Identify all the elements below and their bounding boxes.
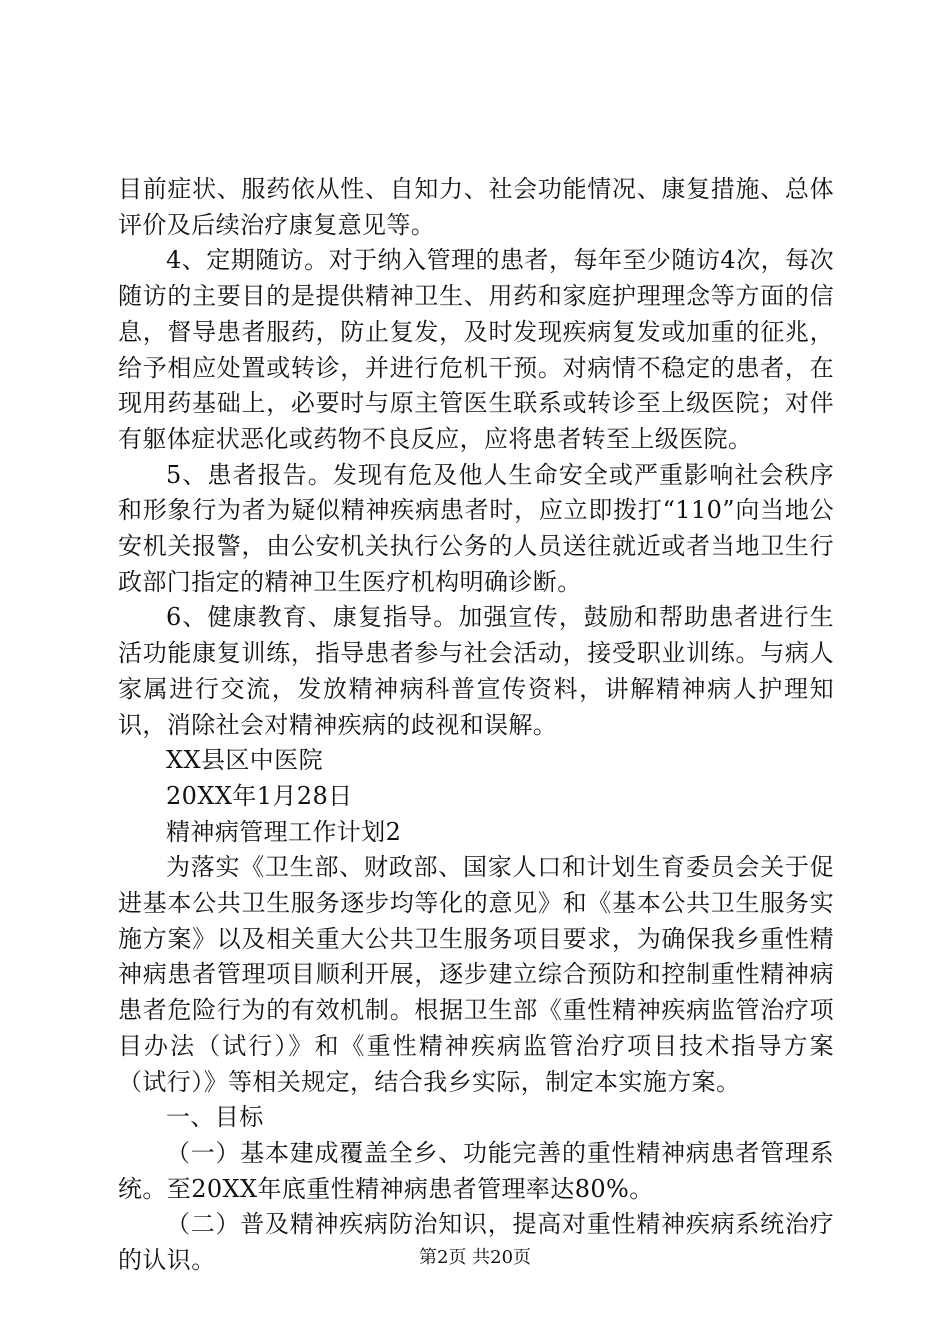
paragraph-introduction: 为落实《卫生部、财政部、国家人口和计划生育委员会关于促进基本公共卫生服务逐步均等化的意见》和《基本公共卫生服务实施方案》以及相关重大公共卫生服务项目要求，为确保我乡重性精神病患者管理项目顺利开展，逐步建立综合预防和控制重性精神病患者危险行为的有效机制。根据卫生部《重性精神疾病监管治疗项目办法（试行）》和《重性精神疾病监管治疗项目技术指导方案（试行）》等相关规定，结合我乡实际，制定本实施方案。	[118, 853, 834, 1096]
paragraph-patient-report: 5、患者报告。发现有危及他人生命安全或严重影响社会秩序和形象行为者为疑似精神疾病患者时，应立即拨打“110”向当地公安机关报警，由公安机关执行公务的人员送往就近或者当地卫生行政部门指定的精神卫生医疗机构明确诊断。	[118, 460, 834, 596]
signature-date: 20XX年1月28日	[166, 781, 353, 810]
page-number: 第2页 共20页	[418, 1247, 532, 1268]
paragraph-goal-1: （一）基本建成覆盖全乡、功能完善的重性精神病患者管理系统。至20XX年底重性精神病患者管理率达80%。	[118, 1138, 834, 1203]
paragraph-health-education: 6、健康教育、康复指导。加强宣传，鼓励和帮助患者进行生活功能康复训练，指导患者参与社会活动，接受职业训练。与病人家属进行交流，发放精神病科普宣传资料，讲解精神病人护理知识，消除社会对精神疾病的歧视和误解。	[118, 603, 834, 739]
heading-goals: 一、目标	[166, 1103, 264, 1132]
paragraph-goal-2: （二）普及精神疾病防治知识，提高对重性精神疾病系统治疗的认识。	[118, 1210, 834, 1275]
section-title: 精神病管理工作计划2	[166, 817, 402, 846]
document-body	[118, 172, 834, 1279]
paragraph-symptoms: 目前症状、服药依从性、自知力、社会功能情况、康复措施、总体评价及后续治疗康复意见等。	[118, 175, 834, 239]
paragraph-follow-up: 4、定期随访。对于纳入管理的患者，每年至少随访4次，每次随访的主要目的是提供精神卫生、用药和家庭护理理念等方面的信息，督导患者服药，防止复发，及时发现疾病复发或加重的征兆，给予相应处置或转诊，并进行危机干预。对病情不稳定的患者，在现用药基础上，必要时与原主管医生联系或转诊至上级医院；对伴有躯体症状恶化或药物不良反应，应将患者转至上级医院。	[118, 246, 834, 453]
signature-hospital: XX县区中医院	[166, 746, 323, 775]
